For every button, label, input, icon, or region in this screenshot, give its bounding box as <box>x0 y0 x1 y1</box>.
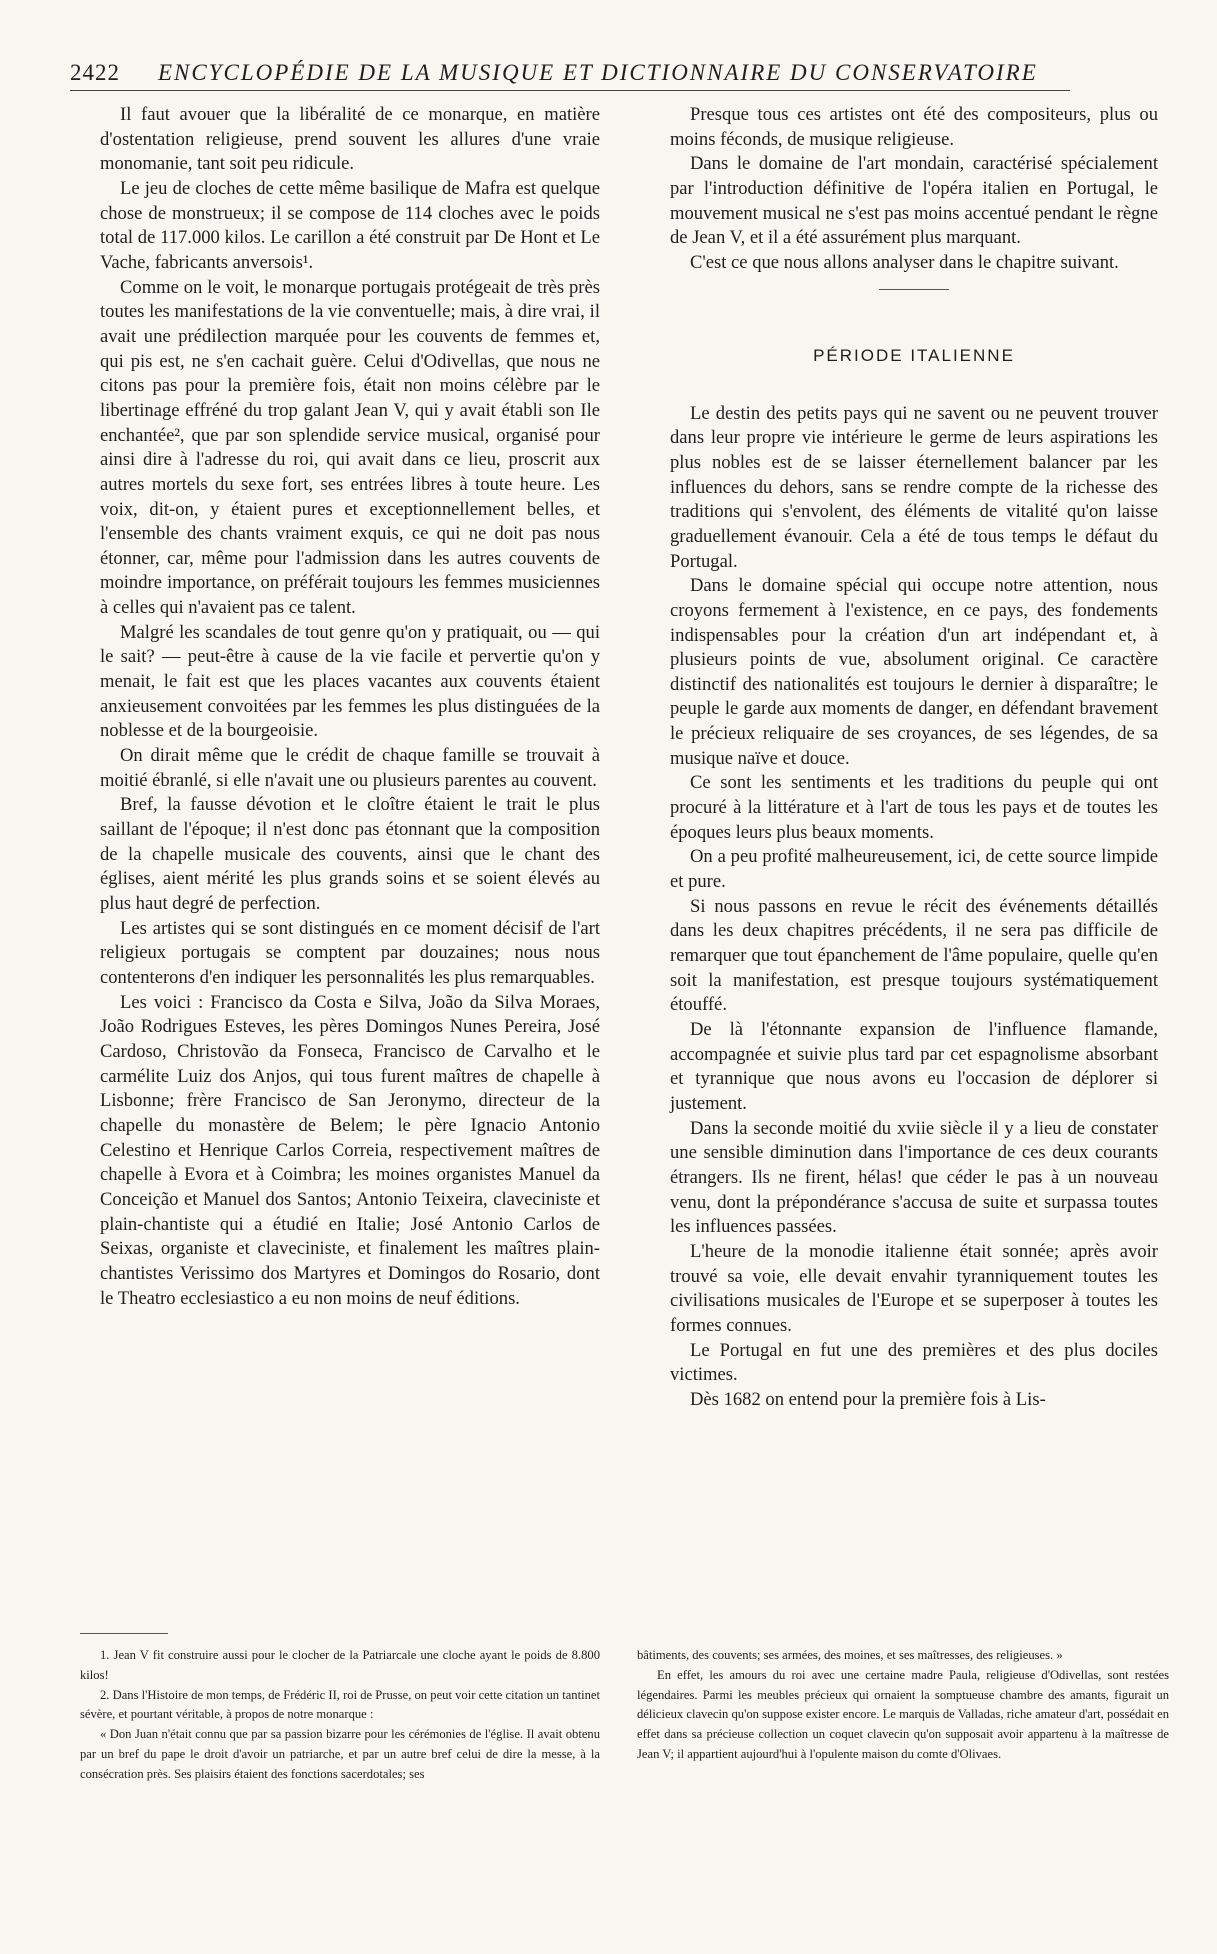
running-title: ENCYCLOPÉDIE DE LA MUSIQUE ET DICTIONNAIRE DU CONSERVATOIRE <box>158 60 1038 85</box>
right-column <box>670 103 1158 1413</box>
footnotes-left <box>80 1646 600 1785</box>
paragraph: L'heure de la monodie italienne était sonnée; après avoir trouvé sa voie, elle devait envahir tyranniquement toutes les civilisations musicales de l'Europe et se superposer à toutes les formes connues. <box>670 1240 1158 1336</box>
paragraph: Les voici : Francisco da Costa e Silva, João da Silva Moraes, João Rodrigues Esteves, les pères Domingos Nunes Pereira, José Cardoso, Christovão da Fonseca, Francisco de Carvalho et le carmélite Luiz dos Anjos, qui tous furent maîtres de chapelle à Lisbonne; frère Francisco de San Jeronymo, directeur de la chapelle du monastère de Belem; le père Ignacio Antonio Celestino et Henrique Carlos Correia, respectivement maîtres de chapelle à Evora et à Coimbra; les moines organistes Manuel da Conceição et Manuel dos Santos; Antonio Teixeira, claveciniste et plain-chantiste qui a étudié en Italie; José Antonio Carlos de Seixas, organiste et claveciniste, et finalement les maîtres plain-chantistes Verissimo dos Martyres et Domingos do Rosario, dont le Theatro ecclesiastico a eu non moins de neuf éditions. <box>100 991 600 1309</box>
paragraph: Dans la seconde moitié du xviie siècle il y a lieu de constater une sensible diminution dans l'importance de ces deux courants étrangers. Ils ne firent, hélas! que céder le pas à un nouveau venu, dont la prépondérance s'accusa de suite et surpassa toutes les influences passées. <box>670 1117 1158 1238</box>
paragraph: Le Portugal en fut une des premières et des plus dociles victimes. <box>670 1339 1158 1386</box>
paragraph: On a peu profité malheureusement, ici, de cette source limpide et pure. <box>670 846 1158 893</box>
section-separator <box>879 289 949 290</box>
header-rule <box>70 90 1070 91</box>
footnote: bâtiments, des couvents; ses armées, des moines, et ses maîtresses, des religieuses. » <box>637 1648 1063 1662</box>
left-column <box>100 103 600 1311</box>
footnote: « Don Juan n'était connu que par sa passion bizarre pour les cérémonies de l'église. Il avait obtenu par un bref du pape le droit d'avoir un patriarche, et par un autre bref celui de dire la messe, à la consécration près. Ses plaisirs étaient des fonctions sacerdotales; ses <box>80 1727 600 1781</box>
paragraph: Dans le domaine de l'art mondain, caractérisé spécialement par l'introduction définitive de l'opéra italien en Portugal, le mouvement musical ne s'est pas moins accentué pendant le règne de Jean V, et il a été assurément plus marquant. <box>670 153 1158 249</box>
paragraph: De là l'étonnante expansion de l'influence flamande, accompagnée et suivie plus tard par cet espagnolisme absorbant et tyrannique que nous avons eu l'occasion de déplorer si justement. <box>670 1019 1158 1114</box>
paragraph: Comme on le voit, le monarque portugais protégeait de très près toutes les manifestations de la vie conventuelle; mais, à dire vrai, il avait une prédilection marquée pour les couvents de femmes et, qui pis est, ne s'en cachait guère. Celui d'Odivellas, que nous ne citons pas pour la première fois, était non moins célèbre par le libertinage effréné du trop galant Jean V, qui y avait établi son Ile enchantée², que par son splendide service musical, organisé pour ainsi dire à l'adresse du roi, qui avait dans ce lieu, proscrit aux autres mortels du sexe fort, ses entrées libres à toute heure. Les voix, dit-on, y étaient pures et exceptionnellement belles, et l'ensemble des chants vraiment exquis, ce qui ne doit pas nous étonner, car, même pour l'admission dans les autres couvents de moindre importance, on préférait toujours les femmes musiciennes à celles qui n'avaient pas ce talent. <box>100 276 600 619</box>
paragraph: Le destin des petits pays qui ne savent ou ne peuvent trouver dans leur propre vie intérieure le germe de leurs aspirations les plus nobles est de se laisser éternellement balancer par les influences du dehors, sans se rendre compte de la richesse des traditions qui s'envolent, des éléments de vitalité qu'on laisse graduellement évanouir. Cela a été de tous temps le défaut du Portugal. <box>670 402 1158 572</box>
paragraph: Les artistes qui se sont distingués en ce moment décisif de l'art religieux portugais se comptent par douzaines; nous nous contenterons d'en indiquer les personnalités les plus remarquables. <box>100 917 600 988</box>
footnotes-right <box>637 1646 1169 1765</box>
footnote: 1. Jean V fit construire aussi pour le clocher de la Patriarcale une cloche ayant le poids de 8.800 kilos! <box>80 1648 600 1682</box>
footnote: En effet, les amours du roi avec une certaine madre Paula, religieuse d'Odivellas, sont restées légendaires. Parmi les meubles précieux qui ornaient la somptueuse chambre des amants, figurait un délicieux clavecin qu'on suppose exister encore. Le marquis de Valladas, riche amateur d'art, possédait en effet dans sa précieuse collection un coquet clavecin qu'on supposait avoir appartenu à la maîtresse de Jean V; il appartient aujourd'hui à l'opulente maison du comte d'Olivaes. <box>637 1667 1169 1761</box>
paragraph: C'est ce que nous allons analyser dans le chapitre suivant. <box>690 251 1119 273</box>
paragraph: On dirait même que le crédit de chaque famille se trouvait à moitié ébranlé, si elle n'avait une ou plusieurs parentes au couvent. <box>100 745 600 791</box>
paragraph: Presque tous ces artistes ont été des compositeurs, plus ou moins féconds, de musique religieuse. <box>670 104 1158 150</box>
paragraph: Malgré les scandales de tout genre qu'on y pratiquait, ou — qui le sait? — peut-être à cause de la vie facile et pervertie qu'on y menait, le fait est que les places vacantes aux couvents étaient anxieusement convoitées par les femmes les plus distinguées de la noblesse et de la bourgeoisie. <box>100 621 600 742</box>
page-number: 2422 <box>70 60 120 85</box>
section-title: PÉRIODE ITALIENNE <box>813 345 1015 365</box>
paragraph: Dès 1682 on entend pour la première fois à Lis- <box>690 1388 1046 1410</box>
paragraph: Bref, la fausse dévotion et le cloître étaient le trait le plus saillant de l'époque; il n'est donc pas étonnant que la composition de la chapelle musicale des couvents, ainsi que le chant des églises, aient mérité les plus grands soins et se soient élevés au plus haut degré de perfection. <box>100 794 600 914</box>
footnote-rule <box>80 1633 168 1634</box>
paragraph: Il faut avouer que la libéralité de ce monarque, en matière d'ostentation religieuse, prend souvent les allures d'une vraie monomanie, tant soit peu ridicule. <box>100 104 600 175</box>
paragraph: Dans le domaine spécial qui occupe notre attention, nous croyons fermement à l'existence, en ce pays, des fondements indispensables pour la création d'un art indépendant et, à plusieurs points de vue, absolument original. Ce caractère distinctif des nationalités est toujours le dernier à disparaître; le peuple le garde aux moments de danger, en défendant bravement le précieux reliquaire de ses croyances, de ses légendes, de sa musique naïve et douce. <box>670 575 1158 769</box>
footnote: 2. Dans l'Histoire de mon temps, de Frédéric II, roi de Prusse, on peut voir cette citation un tantinet sévère, et pourtant véritable, à propos de notre monarque : <box>80 1687 600 1722</box>
paragraph: Si nous passons en revue le récit des événements détaillés dans les deux chapitres précédents, il ne sera pas difficile de remarquer que tout épanchement de l'âme populaire, quelle qu'en soit la manifestation, est presque toujours systématiquement étouffé. <box>670 895 1158 1016</box>
paragraph: Ce sont les sentiments et les traditions du peuple qui ont procuré à la littérature et à l'art de tous les pays et de toutes les époques leurs plus beaux moments. <box>670 772 1158 843</box>
paragraph: Le jeu de cloches de cette même basilique de Mafra est quelque chose de monstrueux; il se compose de 114 cloches avec le poids total de 117.000 kilos. Le carillon a été construit par De Hont et Le Vache, fabricants anversois¹. <box>100 177 600 273</box>
